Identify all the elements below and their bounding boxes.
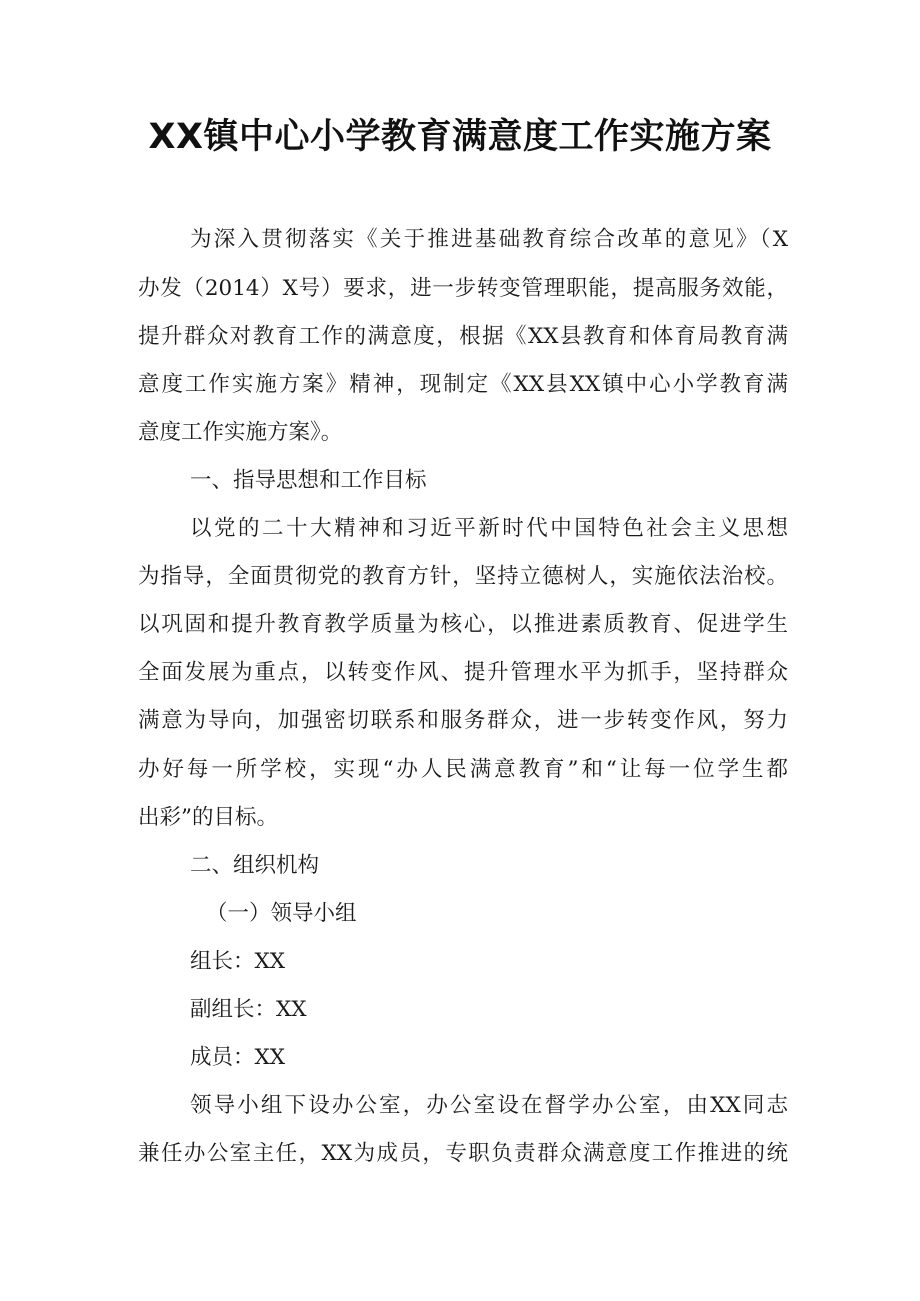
paragraph-line: 意度工作实施方案》。	[138, 420, 343, 445]
paragraph-line: 意度工作实施方案》精神，现制定《XX县XX镇中心小学教育满	[138, 372, 788, 397]
paragraph-line: 办发（2014）X号）要求，进一步转变管理职能，提高服务效能，	[138, 276, 788, 301]
deputy-leader-line: 副组长：XX	[190, 997, 307, 1022]
section-heading: 二、组织机构	[190, 853, 320, 878]
paragraph-line: 出彩”的目标。	[138, 805, 278, 830]
paragraph-line: 提升群众对教育工作的满意度，根据《XX县教育和体育局教育满	[138, 324, 788, 349]
paragraph-line: 全面发展为重点，以转变作风、提升管理水平为抓手，坚持群众	[138, 660, 788, 685]
paragraph-line: 办好每一所学校，实现“办人民满意教育”和“让每一位学生都	[138, 757, 788, 782]
subsection-heading: （一）领导小组	[206, 901, 357, 926]
paragraph-line: 为深入贯彻落实《关于推进基础教育综合改革的意见》（X	[190, 227, 788, 252]
section-heading: 一、指导思想和工作目标	[190, 468, 427, 493]
document-title: XX镇中心小学教育满意度工作实施方案	[148, 117, 772, 157]
paragraph-line: 为指导，全面贯彻党的教育方针，坚持立德树人，实施依法治校。	[138, 564, 788, 589]
leader-line: 组长：XX	[190, 949, 286, 974]
paragraph-line: 兼任办公室主任，XX为成员，专职负责群众满意度工作推进的统	[138, 1141, 788, 1166]
paragraph-line: 以巩固和提升教育教学质量为核心，以推进素质教育、促进学生	[138, 612, 788, 637]
paragraph-line: 以党的二十大精神和习近平新时代中国特色社会主义思想	[190, 516, 788, 541]
members-line: 成员：XX	[190, 1045, 286, 1070]
paragraph-line: 满意为导向，加强密切联系和服务群众，进一步转变作风，努力	[138, 708, 788, 733]
paragraph-line: 领导小组下设办公室，办公室设在督学办公室，由XX同志	[190, 1093, 788, 1118]
